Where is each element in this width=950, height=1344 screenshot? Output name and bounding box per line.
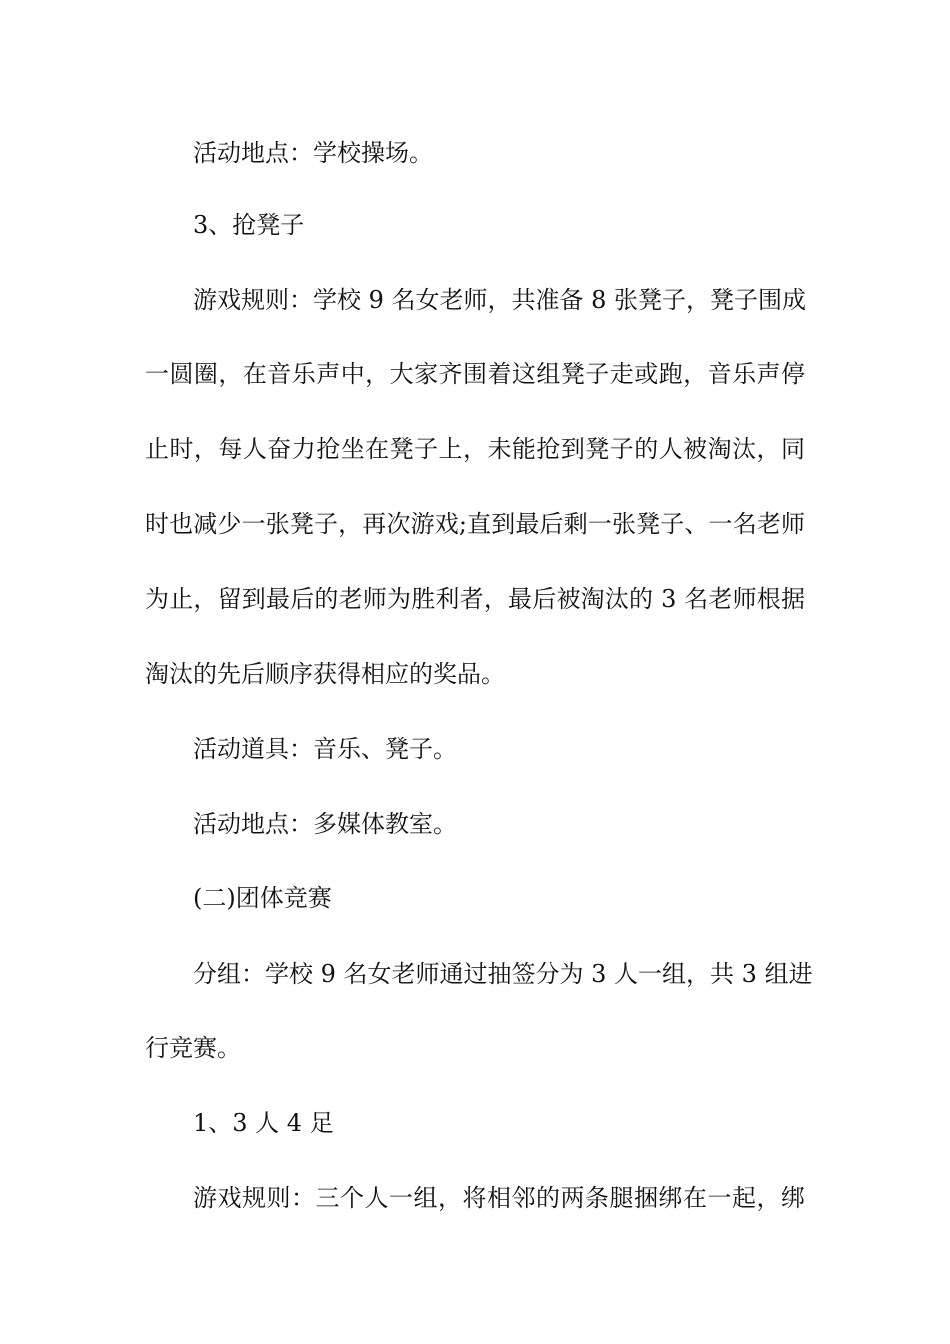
text-line-grouping-2: 行竞赛。 [145,1034,241,1062]
text-line-rules-2: 一圆圈，在音乐声中，大家齐围着这组凳子走或跑，音乐声停 [145,360,805,388]
text-line-rules-1: 游戏规则：学校 9 名女老师，共准备 8 张凳子，凳子围成 [193,286,807,314]
text-line-props: 活动道具：音乐、凳子。 [193,735,457,763]
text-line-three-legged-rules: 游戏规则：三个人一组，将相邻的两条腿捆绑在一起，绑 [193,1184,805,1212]
section-heading-grab-stools: 3、抢凳子 [193,211,305,239]
section-heading-three-legged: 1、3 人 4 足 [193,1109,334,1137]
text-line-rules-6: 淘汰的先后顺序获得相应的奖品。 [145,660,505,688]
section-heading-team-competition: (二)团体竞赛 [193,884,332,912]
text-line-rules-3: 止时，每人奋力抢坐在凳子上，未能抢到凳子的人被淘汰，同 [145,435,805,463]
text-line-venue-playground: 活动地点：学校操场。 [193,139,433,167]
text-line-rules-4: 时也减少一张凳子，再次游戏;直到最后剩一张凳子、一名老师 [145,510,805,538]
text-line-grouping-1: 分组：学校 9 名女老师通过抽签分为 3 人一组，共 3 组进 [193,960,813,988]
text-line-rules-5: 为止，留到最后的老师为胜利者，最后被淘汰的 3 名老师根据 [145,585,805,613]
text-line-venue-multimedia: 活动地点：多媒体教室。 [193,810,457,838]
